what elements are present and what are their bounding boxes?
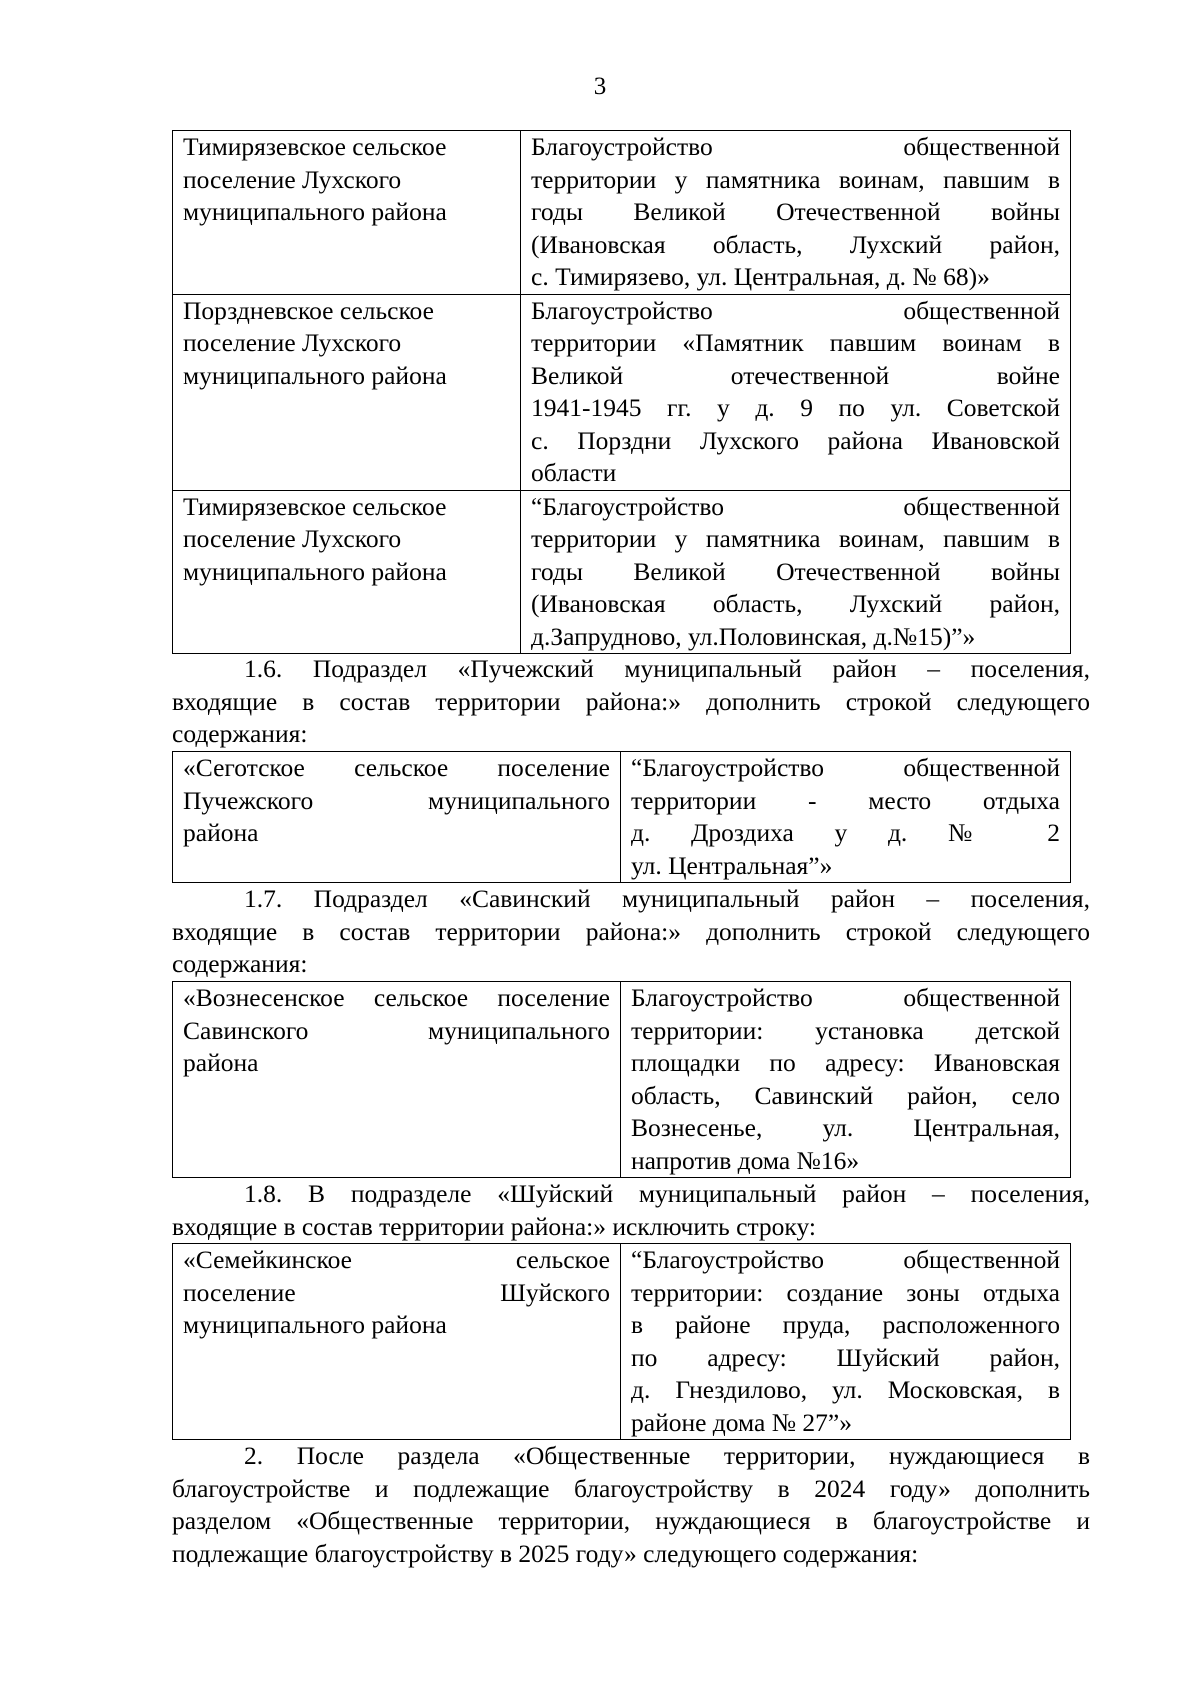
settlement-cell: «Вознесенское сельское поселение Савинского муниципального района (173, 982, 621, 1178)
project-cell: Благоустройство общественной территории: установка детской площадки по адресу: Ивановская область, Савинский район, село Вознесенье, ул. Центральная, напротив дома №16» (621, 982, 1071, 1178)
project-cell: Благоустройство общественной территории «Памятник павшим воинам в Великой отечественной войне 1941-1945 гг. у д. 9 по ул. Советской с. Порздни Лухского района Ивановской области (521, 294, 1071, 490)
paragraph-2: 2. После раздела «Общественные территории, нуждающиеся в благоустройстве и подлежащие благоустройству в 2024 году» дополнить разделом «Общественные территории, нуждающиеся в благоустройстве и подлежащие благоустройству в 2025 году» следующего содержания: (172, 1441, 1090, 1568)
settlement-cell: Тимирязевское сельское поселение Лухского муниципального района (173, 490, 521, 654)
table-row (173, 490, 1071, 654)
page-number: 3 (593, 73, 607, 100)
project-cell: Благоустройство общественной территории у памятника воинам, павшим в годы Великой Отечественной войны (Ивановская область, Лухский район, с. Тимирязево, ул. Центральная, д. № 68)» (521, 131, 1071, 295)
puchezh-table (172, 751, 1071, 883)
table-row (173, 982, 1071, 1178)
table-row (173, 131, 1071, 295)
paragraph-1-8: 1.8. В подразделе «Шуйский муниципальный район – поселения, входящие в состав территории района:» исключить строку: (172, 1179, 1090, 1241)
settlement-cell: Тимирязевское сельское поселение Лухского муниципального района (173, 131, 521, 295)
settlement-cell: «Сеготское сельское поселение Пучежского муниципального района (173, 752, 621, 883)
project-cell: “Благоустройство общественной территории: создание зоны отдыха в районе пруда, расположенного по адресу: Шуйский район, д. Гнездилово, ул. Московская, в районе дома № 27”» (621, 1244, 1071, 1440)
project-cell: “Благоустройство общественной территории - место отдыха д. Дроздиха у д. № 2 ул. Центральная”» (621, 752, 1071, 883)
settlement-cell: Порздневское сельское поселение Лухского муниципального района (173, 294, 521, 490)
savino-table (172, 981, 1071, 1178)
paragraph-1-6: 1.6. Подраздел «Пучежский муниципальный район – поселения, входящие в состав территории района:» дополнить строкой следующего содержания: (172, 654, 1090, 748)
table-row (173, 1244, 1071, 1440)
settlement-cell: «Семейкинское сельское поселение Шуйского муниципального района (173, 1244, 621, 1440)
paragraph-1-7: 1.7. Подраздел «Савинский муниципальный район – поселения, входящие в состав территории района:» дополнить строкой следующего содержания: (172, 884, 1090, 978)
table-row (173, 752, 1071, 883)
shuya-table (172, 1243, 1071, 1440)
table-row (173, 294, 1071, 490)
project-cell: “Благоустройство общественной территории у памятника воинам, павшим в годы Великой Отечественной войны (Ивановская область, Лухский район, д.Запрудново, ул.Половинская, д.№15)”» (521, 490, 1071, 654)
lukh-table (172, 130, 1071, 654)
